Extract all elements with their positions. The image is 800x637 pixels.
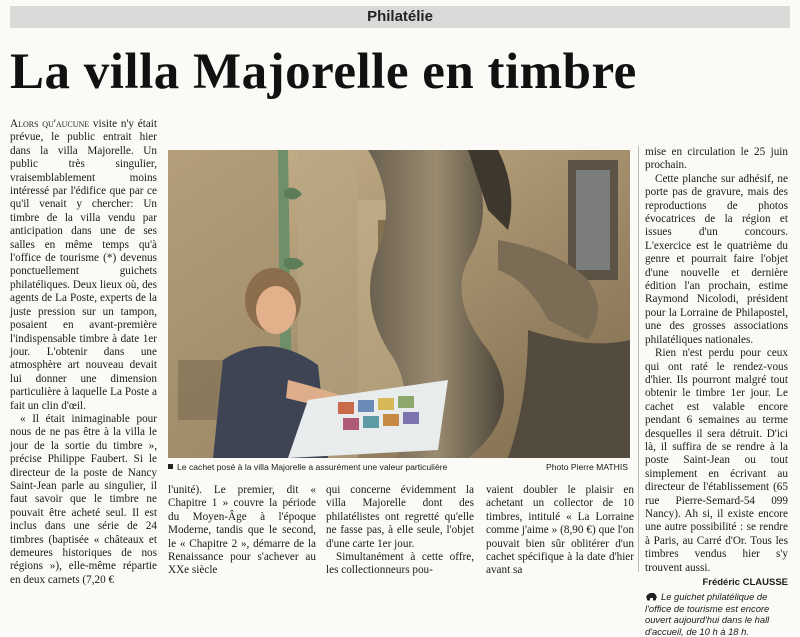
- paragraph-collector-start: Simultanément à cette offre, les collectionneurs pou-: [326, 551, 474, 577]
- paragraph-lead: [10, 118, 157, 413]
- photo-caption: [168, 460, 630, 475]
- paragraph-circulation: mise en circulation le 25 juin prochain.: [645, 146, 788, 172]
- article-photo: [168, 150, 630, 458]
- paragraph-chapters: l'unité). Le premier, dit « Chapitre 1 » couvre la période du Moyen-Âge à l'époque Moderne, tandis que le second, le « Chapitre 2 », démarre de la Renaissance pour s'achever au XXe siècle: [168, 484, 316, 577]
- info-note-text: Le guichet philatélique de l'office de tourisme est encore ouvert aujourd'hui dans le hall d'accueil, de 10 h à 18 h.: [645, 591, 770, 637]
- paragraph-villa: qui concerne évidemment la villa Majorelle dont des philatélistes ont regretté qu'elle ne fasse pas, à elle seule, l'objet d'une carte 1er jour.: [326, 484, 474, 550]
- paragraph-collector: vaient doubler le plaisir en achetant un collector de 10 timbres, intitulé « La Lorraine comme j'aime » (8,90 €) que l'on pouvait bien sûr oblitérer d'un cachet spécifique à la date d'hier avant sa: [486, 484, 634, 577]
- article-column-5: [645, 146, 788, 637]
- column-divider: [638, 146, 639, 572]
- article-column-2: [168, 484, 316, 578]
- article-column-1: [10, 118, 157, 587]
- paragraph-rendezvous: Rien n'est perdu pour ceux qui ont raté le rendez-vous d'hier. Ils pourront malgré tout obtenir le timbre 1er jour. Le cachet est valable encore pendant 6 semaines au terme desquelles il sera détruit. D'ici là, il suffira de se rendre à la poste Saint-Jean ou tout simplement en écrivant au directeur de l'établissement (65 rue Pierre-Semard-54 099 Nancy). Ah si, il existe encore une autre possibilité : se rendre à Paris, au Carré d'Or. Tous les timbres vendus hier s'y trouvent aussi.: [645, 347, 788, 574]
- article-headline: La villa Majorelle en timbre: [10, 44, 637, 100]
- caption-bullet: [168, 464, 173, 469]
- lead-text: visite n'y était prévue, le public entrait hier dans la villa Majorelle. Un public très singulier, vraisemblablement moins intéressé par l'édifice que par ce qu'il venait y chercher: Un timbre de la villa vendu par anticipation dans une de ses salles en même temps qu'à l'office de tourisme (*) devenus ponctuellement guichets philatéliques. Deux lieux où, des agents de La Poste, experts de la juste pression sur un tampon, posaient en avant-première l'indispensable timbre à date 1er jour. L'obtenir dans une atmosphère art nouveau devait lui donner une dimension particulière à laquelle La Poste a fait un clin d'œil.: [10, 118, 157, 412]
- photo-illustration: [168, 150, 630, 458]
- article-column-4: [486, 484, 634, 578]
- photo-credit: Photo Pierre MATHIS: [546, 462, 628, 472]
- car-icon: [645, 592, 658, 601]
- paragraph-planche: Cette planche sur adhésif, ne porte pas de gravure, mais des reproductions de photos évocatrices de la région et issues d'un concours. L'exercice est le quatrième du genre et pourrait faire l'objet d'une nouvelle et dernière édition l'an prochain, estime Raymond Nicolodi, président pour la Lorraine de Philapostel, une des grosses associations philatéliques nationales.: [645, 172, 788, 346]
- article-column-3: [326, 484, 474, 578]
- info-note: [645, 591, 788, 637]
- section-rubric: Philatélie: [10, 6, 790, 28]
- caption-text: Le cachet posé à la villa Majorelle a assurément une valeur particulière: [177, 462, 448, 472]
- lead-smallcaps: Alors qu'aucune: [10, 118, 90, 130]
- author-byline: Frédéric CLAUSSE: [702, 577, 788, 588]
- paragraph-quote: « Il était inimaginable pour nous de ne pas être à la villa le jour de la sortie du timbre », précise Philippe Faubert. Si le directeur de la poste de Nancy Saint-Jean parle au singulier, il faut savoir que le timbre ne pouvait être acheté seul. Il est inclus dans une série de 24 timbres (baptisée « châteaux et demeures historiques de nos régions »), elle-même répartie en deux carnets (7,20 €: [10, 412, 157, 586]
